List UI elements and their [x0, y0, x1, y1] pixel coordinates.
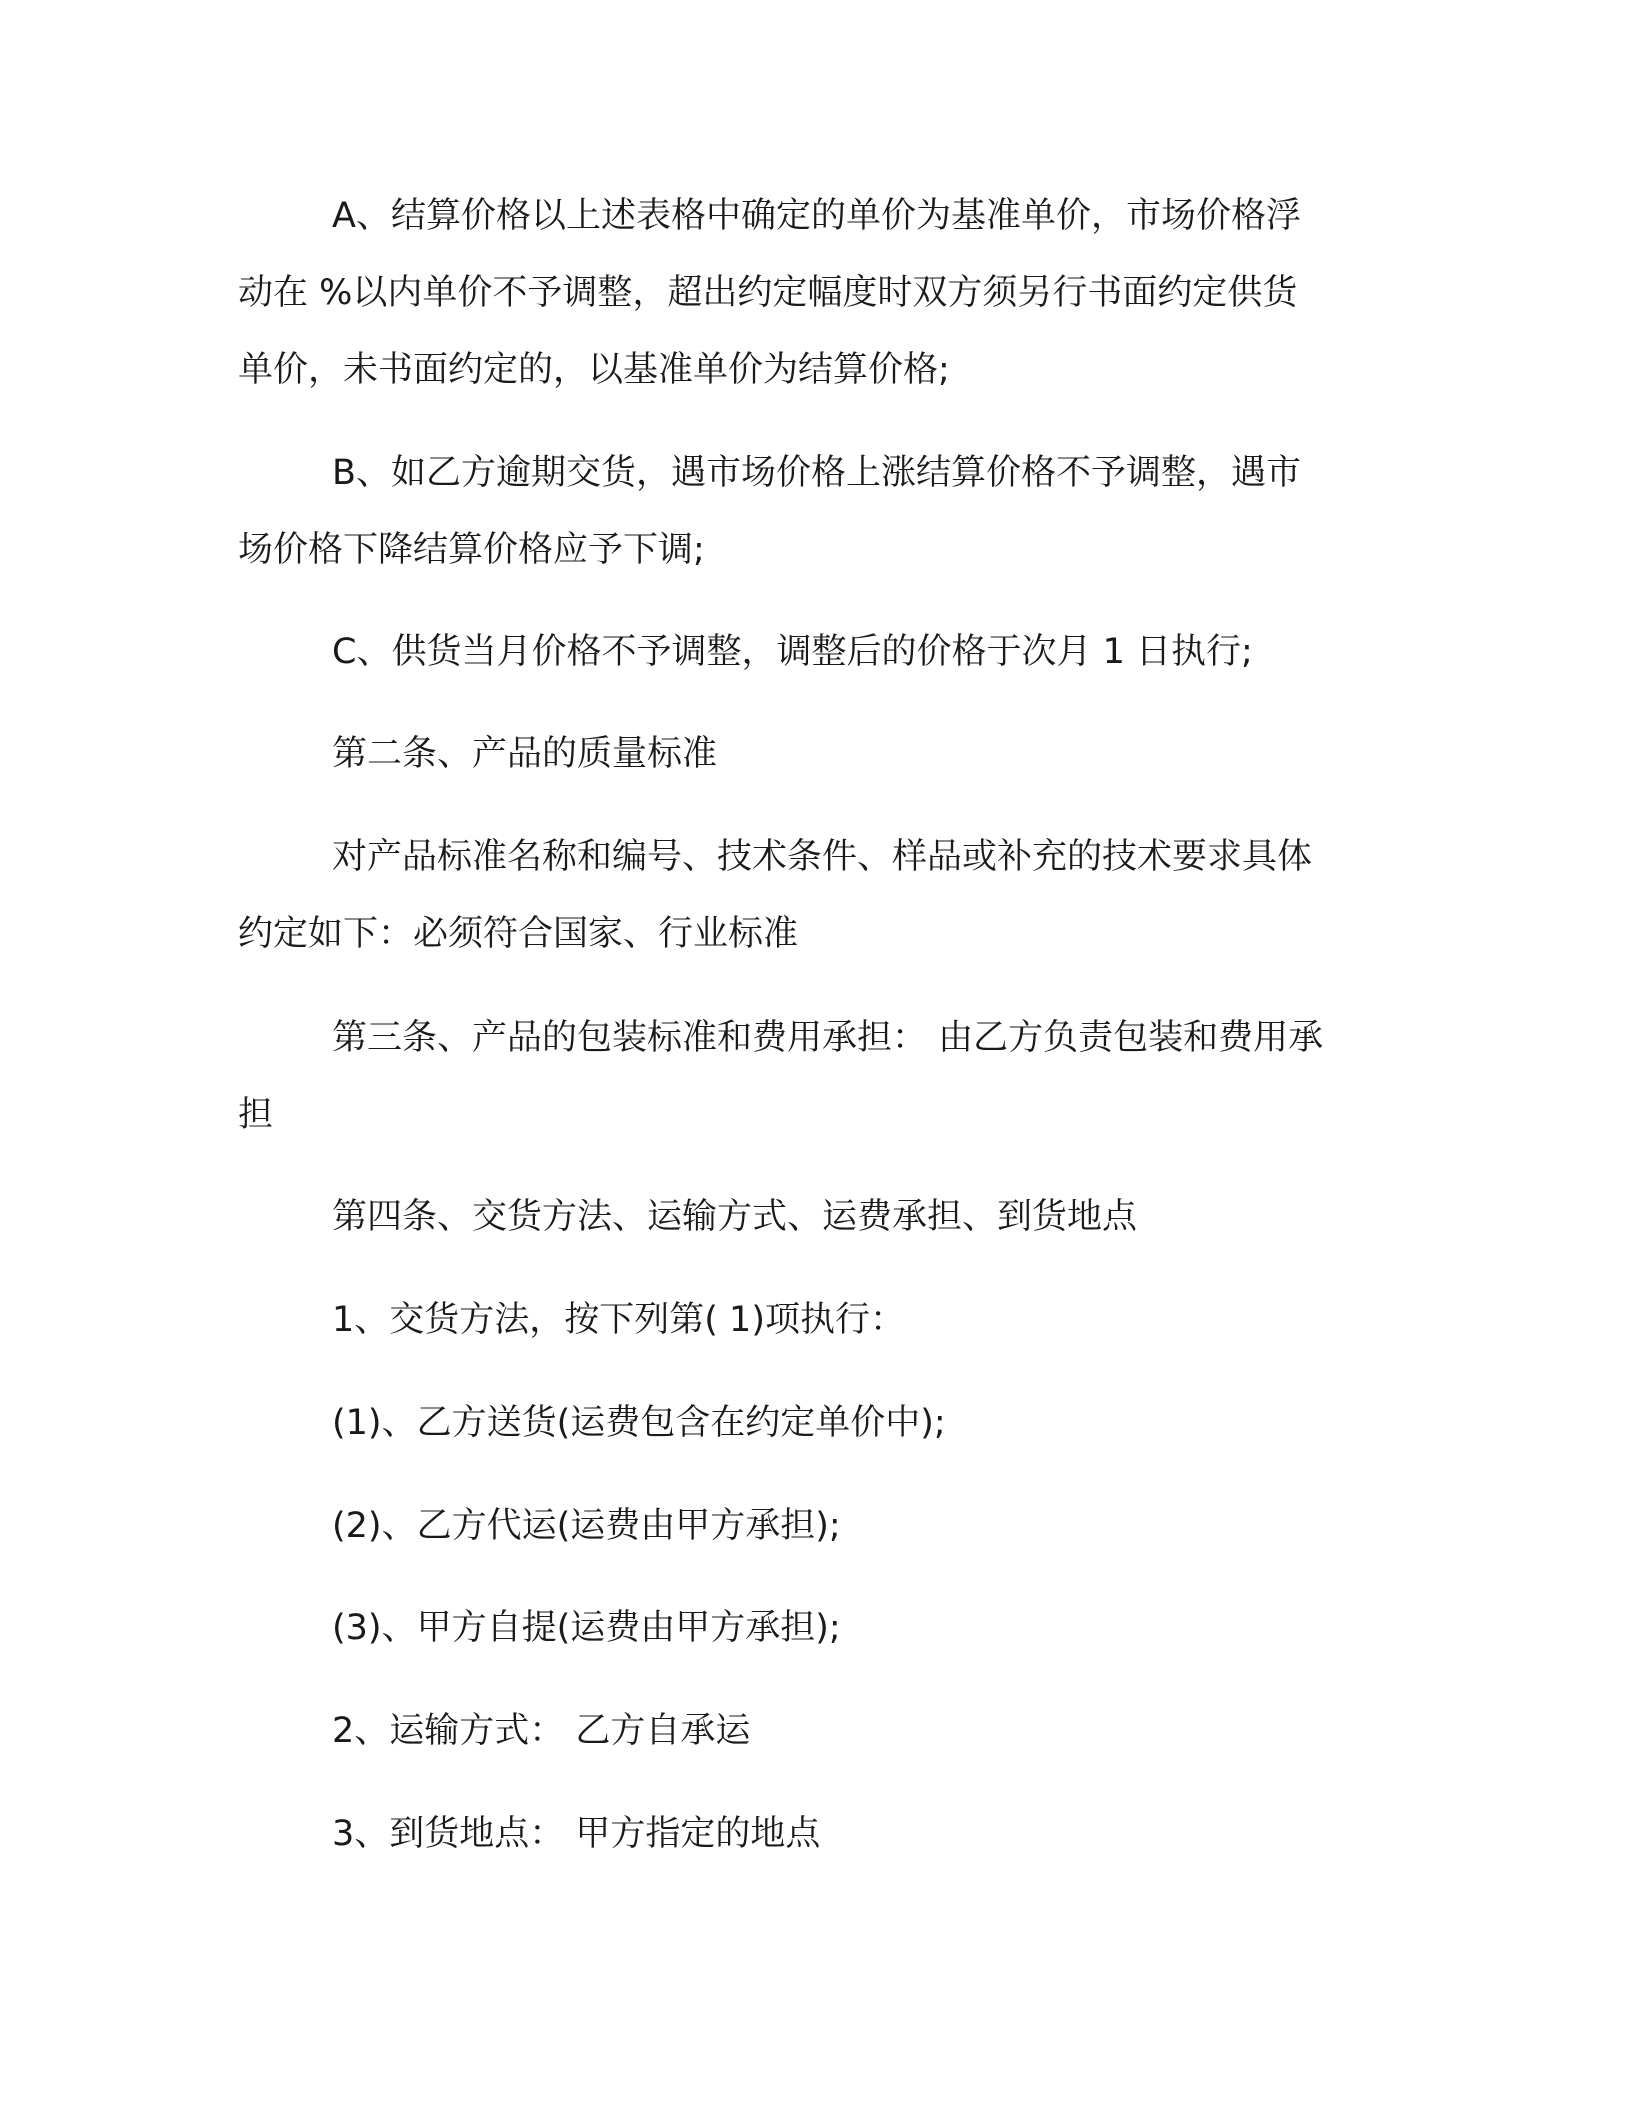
text-line: A、结算价格以上述表格中确定的单价为基准单价，市场价格浮 [332, 196, 1301, 236]
text-line: 第三条、产品的包装标准和费用承担： 由乙方负责包装和费用承 [332, 1018, 1324, 1058]
delivery-option-2: (2)、乙方代运(运费由甲方承担); [332, 1506, 841, 1546]
delivery-method-item: 1、交货方法，按下列第( 1)项执行： [332, 1300, 905, 1340]
clause-b-paragraph [238, 435, 1378, 589]
text-line: 对产品标准名称和编号、技术条件、样品或补充的技术要求具体 [332, 837, 1313, 877]
text-line: 单价，未书面约定的，以基准单价为结算价格; [238, 350, 950, 390]
text-line: 担 [238, 1095, 274, 1135]
text-line: 第四条、交货方法、运输方式、运费承担、到货地点 [332, 1197, 1138, 1237]
text-line: 第二条、产品的质量标准 [332, 734, 718, 774]
text-line: B、如乙方逾期交货，遇市场价格上涨结算价格不予调整，遇市 [332, 453, 1302, 493]
article-2-heading [238, 716, 1378, 793]
text-line: C、供货当月价格不予调整，调整后的价格于次月 1 日执行; [332, 632, 1253, 672]
article-3-paragraph [238, 1000, 1378, 1154]
delivery-option-1: (1)、乙方送货(运费包含在约定单价中); [332, 1403, 946, 1443]
text-line: 场价格下降结算价格应予下调; [238, 530, 705, 570]
transport-method-item: 2、运输方式： 乙方自承运 [332, 1711, 751, 1751]
article-4-heading [238, 1179, 1378, 1256]
clause-a-paragraph [238, 178, 1378, 409]
clause-c-paragraph [238, 614, 1378, 691]
text-line: 动在 %以内单价不予调整，超出约定幅度时双方须另行书面约定供货 [238, 273, 1298, 313]
delivery-option-3: (3)、甲方自提(运费由甲方承担); [332, 1608, 841, 1648]
delivery-location-item: 3、到货地点： 甲方指定的地点 [332, 1814, 821, 1854]
quality-standard-paragraph [238, 819, 1378, 973]
text-line: 约定如下：必须符合国家、行业标准 [238, 914, 799, 954]
